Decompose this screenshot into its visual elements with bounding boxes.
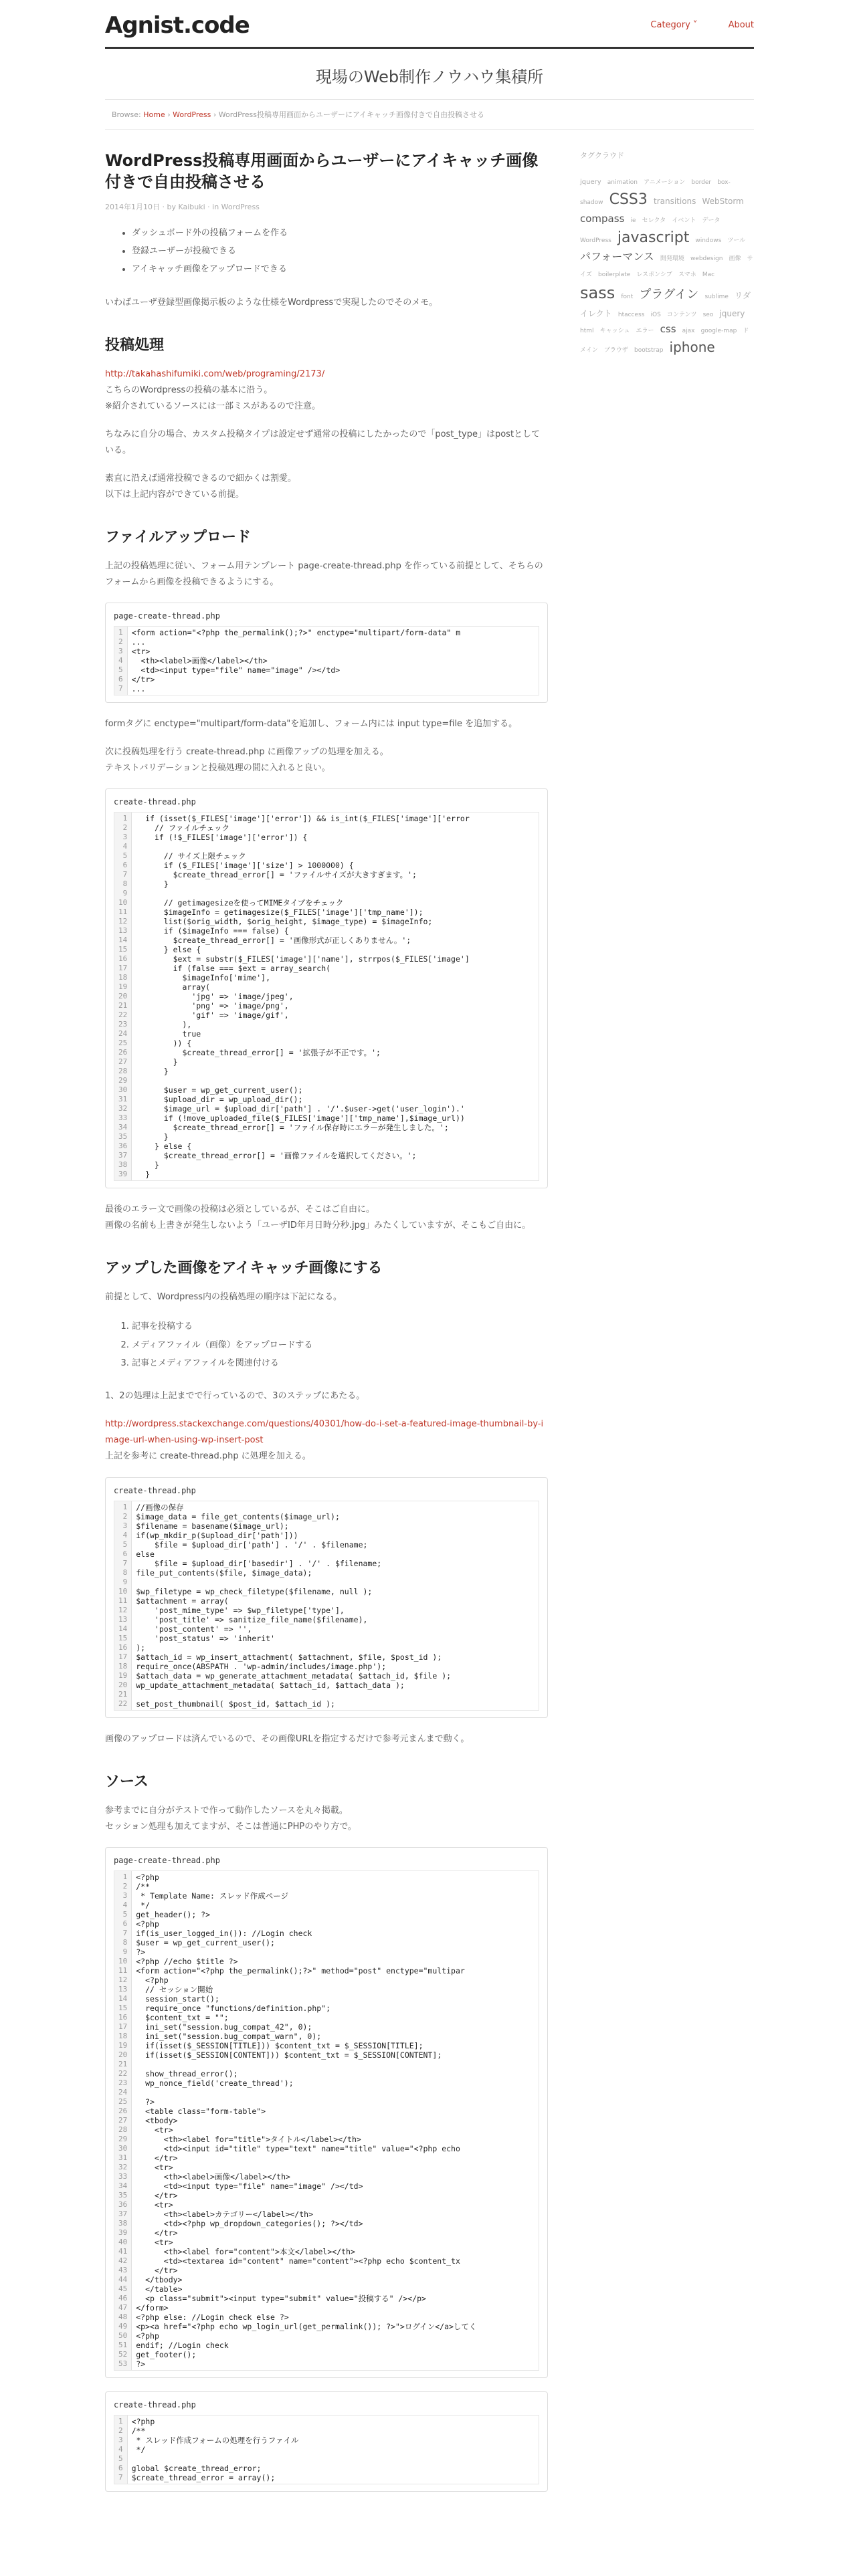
reference-link[interactable]: http://wordpress.stackexchange.com/questions/40301/how-do-i-set-a-featured-image-thumbnail-by-image-url-when-using-wp-insert-post [105, 1419, 544, 1446]
code-filename: create-thread.php [114, 2399, 196, 2409]
heading-source: ソース [105, 1773, 149, 1790]
tag-cloud [580, 173, 754, 357]
line-numbers: 1 2 3 4 5 6 7 8 9 10 11 12 13 14 15 16 17 18 19 20 21 22 23 24 25 26 27 28 29 30 31 32 33 34 35 36 37 38 39 40 41 42 43 44 45 46 47 48 49 50 51 52 53 [114, 1871, 132, 2370]
paragraph: こちらのWordpressの投稿の基本に沿う。 ※紹介されているソースには一部ミスがあるので注意。 [105, 385, 320, 411]
code-filename: create-thread.php [114, 1485, 196, 1495]
heading-eyecatch: アップした画像をアイキャッチ画像にする [105, 1260, 383, 1277]
code-source[interactable]: if (isset($_FILES['image']['error']) && is_int($_FILES['image']['error // ファイルチェック if (!$_FILES['image']['error']) { // サイズ上限チェック if ($_FILES['image']['size'] > 1000000) { $create_thread_error[] = 'ファイルサイズが大きすぎます。'; } // getimagesizeを使ってMIMEタイプをチェック $imageInfo = getimagesize($_FILES['image']['tmp_name']); list($orig_width, $orig_height, $image_type) = $imageInfo; if ($imageInfo === false) { $create_thread_error[] = '画像形式が正しくありません。'; } else { $ext = substr($_FILES['image']['name'], strrpos($_FILES['image'] if (false === $ext = array_search( $imageInfo['mime'], array( 'jpg' => 'image/jpeg', 'png' => 'image/png', 'gif' => 'image/gif', ), true )) { $create_thread_error[] = '拡張子が不正です。'; } } $user = wp_get_current_user(); $upload_dir = wp_upload_dir(); $image_url = $upload_dir['path'] . '/'.$user->get('user_login').' if (!move_uploaded_file($_FILES['image']['tmp_name'],$image_url)) $create_thread_error[] = 'ファイル保存時にエラーが発生しました。'; } } else { $create_thread_error[] = '画像ファイルを選択してください。'; } } [145, 814, 470, 1180]
tag-link[interactable]: プラグイン [639, 288, 699, 302]
tag-link[interactable]: iphone [669, 339, 715, 355]
main-nav [622, 20, 754, 30]
tag-link[interactable]: 開発環境 [660, 255, 684, 262]
code-block [105, 788, 548, 1188]
tag-link[interactable]: スマホ [678, 272, 696, 278]
tag-link[interactable]: bootstrap [634, 347, 664, 354]
tag-link[interactable]: CSS3 [609, 191, 648, 208]
tag-link[interactable]: データ [702, 217, 721, 224]
tag-link[interactable]: html [580, 328, 594, 334]
tag-link[interactable]: キャッシュ [599, 328, 630, 334]
reference-link[interactable]: http://takahashifumiki.com/web/programing/2173/ [105, 368, 325, 379]
tag-link[interactable]: transitions [653, 197, 696, 206]
tag-link[interactable]: windows [695, 237, 722, 244]
tag-link[interactable]: コンテンツ [666, 312, 697, 318]
tag-link[interactable]: border [691, 179, 712, 186]
list-item: • 登録ユーザーが投稿できる [132, 242, 548, 260]
tag-link[interactable]: サイズ [580, 255, 753, 278]
tag-link[interactable]: ドメイン [580, 328, 749, 354]
tag-link[interactable]: セレクタ [642, 217, 666, 224]
code-block [105, 1847, 548, 2378]
code-block [105, 2391, 548, 2492]
tag-link[interactable]: Mac [702, 272, 715, 278]
breadcrumb-current: WordPress投稿専用画面からユーザーにアイキャッチ画像付きで自由投稿させる [218, 110, 485, 119]
tag-link[interactable]: animation [607, 179, 638, 186]
tag-link[interactable]: 画像 [729, 255, 741, 262]
tag-link[interactable]: javascript [617, 229, 690, 246]
line-numbers: 1 2 3 4 5 6 7 [114, 2416, 128, 2484]
nav-category[interactable]: Category ˅ [650, 20, 698, 30]
tag-link[interactable]: sass [580, 284, 615, 302]
code-source[interactable]: <?php /** * Template Name: スレッド作成ページ */ get_header(); ?> <?php if(is_user_logged_in()): //Login check $user = wp_get_current_user(); ?> <?php //echo $title ?> <form action="<?php the_permalink();?>" method="post" enctype="multipar <?php // セッション開始 session_start(); require_once "functions/definition.php"; $content_txt = ""; ini_set("session.bug_compat_42", 0); ini_set("session.bug_compat_warn", 0); if(isset($_SESSION[TITLE])) $content_txt = $_SESSION[TITLE]; if(isset($_SESSION[CONTENT])) $content_txt = $_SESSION[CONTENT]; show_thread_error(); wp_nonce_field('create_thread'); ?> <table class="form-table"> <tbody> <tr> <th><label for="title">タイトル</label></th> <td><input id="title" type="text" name="title" value="<?php echo </tr> <tr> <th><label>画像</label></th> <td><input type="file" name="image" /></td> </tr> <tr> <th><label>カテゴリー</label></th> <td><?php wp_dropdown_categories(); ?></td> </tr> <tr> <th><label for="content">本文</label></th> <td><textarea id="content" name="content"><?php echo $content_tx </tr> </tbody> </table> <p class="submit"><input type="submit" value="投稿する" /></p> </form> <?php else: //Login check else ?> <p><a href="<?php echo wp_login_url(get_permalink()); ?>">ログイン</a>してく <?php endif; //Login check get_footer(); ?> [136, 1872, 477, 2369]
list-item: 1. 記事を投稿する [132, 1317, 548, 1335]
code-filename: page-create-thread.php [114, 611, 220, 621]
intro-text: いわばユーザ登録型画像掲示板のような仕様をWordpressで実現したのでそのメモ。 [105, 297, 438, 308]
code-filename: create-thread.php [114, 797, 196, 807]
site-logo[interactable]: Agnist.code [105, 12, 250, 39]
line-numbers: 1 2 3 4 5 6 7 8 9 10 11 12 13 14 15 16 17 18 19 20 21 22 23 24 25 26 27 28 29 30 31 32 33 34 35 36 37 38 39 [114, 813, 132, 1180]
steps-list [105, 1317, 548, 1372]
code-block [105, 603, 548, 703]
list-item: • ダッシュボード外の投稿フォームを作る [132, 224, 548, 242]
code-source[interactable]: <?php /** * スレッド作成フォームの処理を行うファイル */ global $create_thread_error; $create_thread_error = array(); [131, 2416, 299, 2482]
tag-link[interactable]: ie [630, 217, 636, 224]
breadcrumb-category[interactable]: WordPress [173, 110, 211, 119]
sidebar [580, 150, 754, 357]
code-body [114, 2415, 539, 2484]
article [105, 150, 548, 2505]
code-source[interactable]: //画像の保存 $image_data = file_get_contents($image_url); $filename = basename($image_url); if(wp_mkdir_p($upload_dir['path'])) $file = $upload_dir['path'] . '/' . $filename; else $file = $upload_dir['basedir'] . '/' . $filename; file_put_contents($file, $image_data); $wp_filetype = wp_check_filetype($filename, null ); $attachment = array( 'post_mime_type' => $wp_filetype['type'], 'post_title' => sanitize_file_name($filename), 'post_content' => '', 'post_status' => 'inherit' ); $attach_id = wp_insert_attachment( $attachment, $file, $post_id ); require_once(ABSPATH . 'wp-admin/includes/image.php'); $attach_data = wp_generate_attachment_metadata( $attach_id, $file ); wp_update_attachment_metadata( $attach_id, $attach_data ); set_post_thumbnail( $post_id, $attach_id ); [136, 1502, 452, 1709]
tag-link[interactable]: font [621, 294, 634, 300]
paragraph: 素直に沿えば通常投稿できるので細かくは割愛。 以下は上記内容ができている前提。 [105, 473, 297, 500]
heading-post: 投稿処理 [105, 336, 165, 354]
code-block [105, 1477, 548, 1718]
tagcloud-title: タグクラウド [580, 151, 624, 160]
code-source[interactable]: <form action="<?php the_permalink();?>" enctype="multipart/form-data" m ... <tr> <th><label>画像</label></th> <td><input type="file" name="image" /></td> </tr> ... [131, 628, 461, 694]
tag-link[interactable]: compass [580, 213, 625, 225]
code-body [114, 1501, 539, 1711]
line-numbers: 1 2 3 4 5 6 7 [114, 627, 128, 695]
tag-link[interactable]: リダイレクト [580, 291, 751, 318]
tag-link[interactable]: イベント [672, 217, 696, 224]
list-item: 2. メディアファイル（画像）をアップロードする [132, 1336, 548, 1354]
tag-link[interactable]: htaccess [617, 312, 645, 318]
code-body [114, 812, 539, 1181]
list-item: • アイキャッチ画像をアップロードできる [132, 260, 548, 278]
site-header [105, 0, 754, 49]
breadcrumb-sep: › [167, 110, 171, 119]
tag-link[interactable]: ブラウザ [603, 347, 628, 354]
tag-link[interactable]: エラー [636, 328, 654, 334]
tag-link[interactable]: box-shadow [580, 179, 731, 206]
tag-link[interactable]: iOS [650, 312, 661, 318]
tag-link[interactable]: ajax [682, 328, 695, 334]
tag-link[interactable]: seo [702, 312, 714, 318]
tag-link[interactable]: jquery [719, 309, 745, 318]
tag-link[interactable]: boilerplate [598, 272, 631, 278]
tag-link[interactable]: WebStorm [702, 197, 744, 206]
breadcrumb-sep: › [213, 110, 217, 119]
tag-link[interactable]: パフォーマンス [580, 250, 654, 263]
tag-link[interactable]: レスポンシブ [636, 272, 672, 278]
breadcrumb-prefix: Browse: [112, 110, 141, 119]
code-filename: page-create-thread.php [114, 1855, 220, 1865]
paragraph: 前提として、Wordpress内の投稿処理の順序は下記になる。 [105, 1292, 343, 1303]
post-title: WordPress投稿専用画面からユーザーにアイキャッチ画像付きで自由投稿させる [105, 151, 539, 192]
paragraph: 上記の投稿処理に従い、フォーム用テンプレート page-create-thread.php を作っている前提として、そちらのフォームから画像を投稿できるようにする。 [105, 561, 543, 588]
breadcrumb [105, 100, 754, 130]
tag-link[interactable]: WordPress [580, 237, 611, 244]
nav-about[interactable]: About [728, 20, 754, 30]
tag-link[interactable]: ツール [727, 237, 746, 244]
paragraph: 最後のエラー文で画像の投稿は必須としているが、そこはご自由に。 画像の名前も上書きが発生しないよう「ユーザID年月日時分秒.jpg」みたくしていますが、そこもご自由に。 [105, 1204, 531, 1231]
paragraph: 参考までに自分がテストで作って動作したソースを丸々掲載。 セッション処理も加えてますが、そこは普通にPHPのやり方で。 [105, 1805, 357, 1832]
paragraph: 次に投稿処理を行う create-thread.php に画像アップの処理を加える。 テキストバリデーションと投稿処理の間に入れると良い。 [105, 747, 389, 774]
code-body [114, 1870, 539, 2371]
heading-upload: ファイルアップロード [105, 529, 252, 546]
tag-link[interactable]: sublime [704, 294, 729, 300]
site-tagline: 現場のWeb制作ノウハウ集積所 [105, 49, 754, 100]
tag-link[interactable]: google-map [700, 328, 737, 334]
paragraph: 上記を参考に create-thread.php に処理を加える。 [105, 1451, 311, 1462]
paragraph: 1、2の処理は上記までで行っているので、3のステップにあたる。 [105, 1391, 365, 1402]
breadcrumb-home[interactable]: Home [143, 110, 165, 119]
paragraph: ちなみに自分の場合、カスタム投稿タイプは設定せず通常の投稿にしたかったので「post_type」はpostとしている。 [105, 429, 541, 455]
tag-link[interactable]: jquery [580, 179, 601, 186]
paragraph: 画像のアップロードは済んでいるので、その画像URLを指定するだけで参考元まんまで動く。 [105, 1733, 470, 1744]
intro-list [105, 224, 548, 279]
list-item: 3. 記事とメディアファイルを関連付ける [132, 1354, 548, 1372]
paragraph: formタグに enctype="multipart/form-data"を追加し、フォーム内には input type=file を追加する。 [105, 719, 518, 730]
tag-link[interactable]: css [660, 323, 676, 335]
tag-link[interactable]: webdesign [690, 255, 723, 262]
code-body [114, 626, 539, 695]
post-meta: 2014年1月10日 · by Kaibuki · in WordPress [105, 202, 260, 211]
tag-link[interactable]: アニメーション [644, 179, 686, 186]
line-numbers: 1 2 3 4 5 6 7 8 9 10 11 12 13 14 15 16 17 18 19 20 21 22 [114, 1501, 132, 1710]
